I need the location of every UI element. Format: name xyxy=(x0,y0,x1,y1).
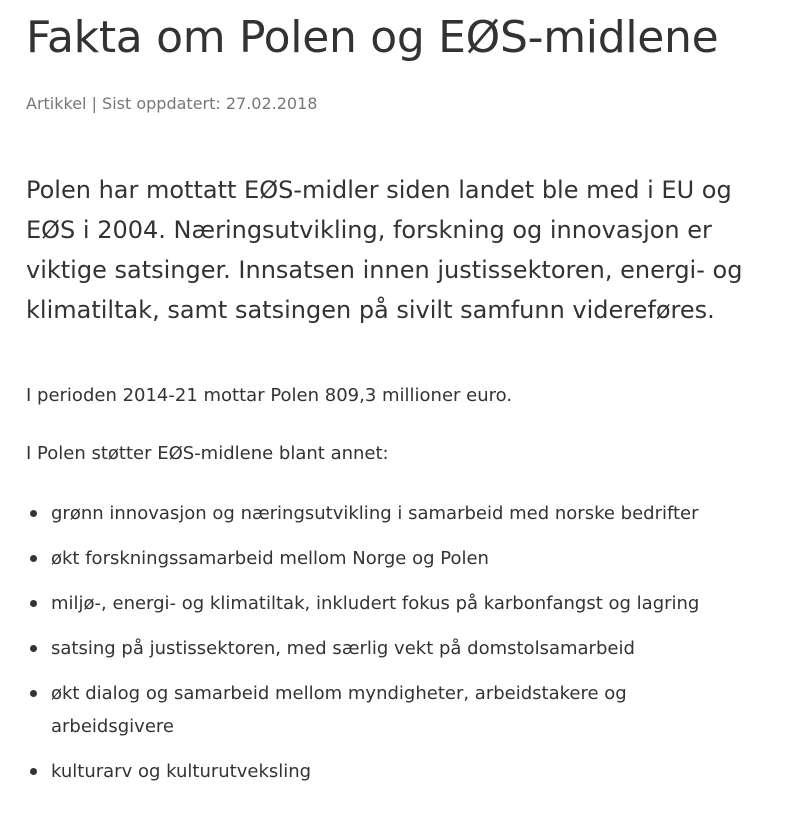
list-item-text: miljø-, energi- og klimatiltak, inkludert fokus på karbonfangst og lagring xyxy=(51,593,700,614)
article-meta: Artikkel | Sist oppdatert: 27.02.2018 xyxy=(26,94,318,113)
list-item xyxy=(26,587,746,620)
bullet-icon xyxy=(30,555,37,562)
list-item-text: satsing på justissektoren, med særlig vekt på domstolsamarbeid xyxy=(51,638,635,659)
bullet-icon xyxy=(30,645,37,652)
list-item xyxy=(26,755,746,788)
bullet-icon xyxy=(30,510,37,517)
bullet-icon xyxy=(30,768,37,775)
list-item-text: økt forskningssamarbeid mellom Norge og Polen xyxy=(51,548,489,569)
list-item xyxy=(26,542,746,575)
list-item-text: økt dialog og samarbeid mellom myndigheter, arbeidstakere og arbeidsgivere xyxy=(51,683,627,737)
bullet-icon xyxy=(30,690,37,697)
list-item-text: grønn innovasjon og næringsutvikling i samarbeid med norske bedrifter xyxy=(51,503,699,524)
support-intro-paragraph: I Polen støtter EØS-midlene blant annet: xyxy=(26,443,389,464)
funding-paragraph: I perioden 2014-21 mottar Polen 809,3 millioner euro. xyxy=(26,385,513,406)
bullet-icon xyxy=(30,600,37,607)
page-title: Fakta om Polen og EØS-midlene xyxy=(26,12,719,63)
list-item xyxy=(26,677,746,743)
list-item xyxy=(26,497,746,530)
support-list xyxy=(26,497,746,800)
ingress-paragraph: Polen har mottatt EØS-midler siden landet ble med i EU og EØS i 2004. Næringsutvikling, forskning og innovasjon er viktige satsinger. Innsatsen innen justissektoren, energi- og klimatiltak, samt satsingen på sivilt samfunn videreføres. xyxy=(26,176,743,324)
list-item xyxy=(26,632,746,665)
list-item-text: kulturarv og kulturutveksling xyxy=(51,761,312,782)
